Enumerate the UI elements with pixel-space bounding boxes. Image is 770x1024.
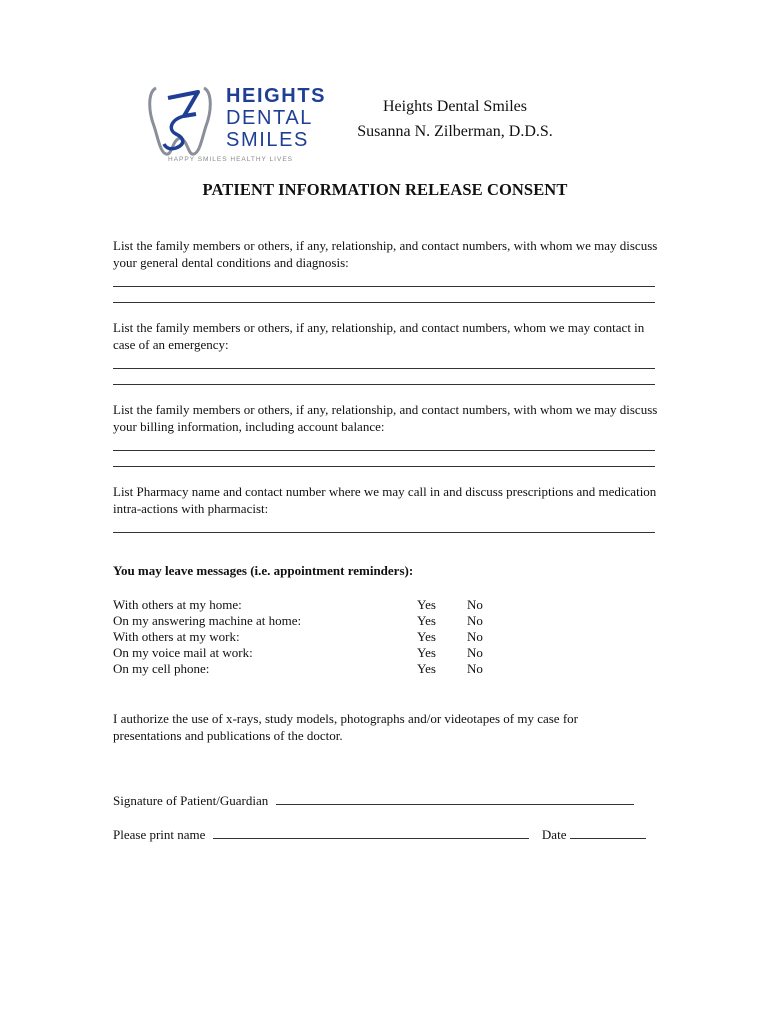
tooth-logo-icon <box>146 82 216 158</box>
doctor-name: Susanna N. Zilberman, D.D.S. <box>357 123 553 140</box>
print-name-row <box>113 826 646 843</box>
yes-option[interactable]: Yes <box>417 629 436 644</box>
date-field[interactable] <box>570 826 646 839</box>
message-option-row <box>113 629 513 645</box>
fill-in-line[interactable] <box>113 438 655 451</box>
no-option[interactable]: No <box>467 629 483 644</box>
message-option-row <box>113 661 513 677</box>
section-prompt: List Pharmacy name and contact number where we may call in and discuss prescriptions and medication intra-actions with pharmacist: <box>113 484 657 516</box>
logo-text-dental: DENTAL <box>226 107 314 129</box>
signature-row <box>113 792 634 809</box>
no-option[interactable]: No <box>467 613 483 628</box>
section-general-conditions <box>113 237 658 303</box>
practice-header <box>330 94 580 144</box>
no-option[interactable]: No <box>467 661 483 676</box>
section-prompt: List the family members or others, if any, relationship, and contact numbers, with whom we may discuss your billing information, including account balance: <box>113 402 658 434</box>
message-option-label: With others at my work: <box>113 629 240 644</box>
message-option-label: On my voice mail at work: <box>113 645 253 660</box>
yes-option[interactable]: Yes <box>417 661 436 676</box>
fill-in-line[interactable] <box>113 356 655 369</box>
message-option-label: With others at my home: <box>113 597 242 612</box>
fill-in-line[interactable] <box>113 372 655 385</box>
message-option-row <box>113 597 513 613</box>
section-pharmacy <box>113 483 658 533</box>
message-option-row <box>113 613 513 629</box>
fill-in-line[interactable] <box>113 290 655 303</box>
media-authorization-statement: I authorize the use of x-rays, study models, photographs and/or videotapes of my case for presentations and publications of the doctor. <box>113 711 578 743</box>
message-option-label: On my answering machine at home: <box>113 613 302 628</box>
fill-in-line[interactable] <box>113 274 655 287</box>
practice-name: Heights Dental Smiles <box>383 98 527 115</box>
yes-option[interactable]: Yes <box>417 597 436 612</box>
print-name-field[interactable] <box>213 826 529 839</box>
signature-field[interactable] <box>276 792 634 805</box>
logo-text-smiles: SMILES <box>226 129 309 151</box>
signature-label: Signature of Patient/Guardian <box>113 793 269 808</box>
messages-heading: You may leave messages (i.e. appointment reminders): <box>113 563 414 578</box>
yes-option[interactable]: Yes <box>417 613 436 628</box>
date-label: Date <box>541 827 567 842</box>
section-billing-information <box>113 401 658 467</box>
no-option[interactable]: No <box>467 597 483 612</box>
no-option[interactable]: No <box>467 645 483 660</box>
form-title: PATIENT INFORMATION RELEASE CONSENT <box>202 180 568 199</box>
yes-option[interactable]: Yes <box>417 645 436 660</box>
logo-text-heights: HEIGHTS <box>226 85 327 107</box>
message-option-label: On my cell phone: <box>113 661 210 676</box>
fill-in-line[interactable] <box>113 520 655 533</box>
message-option-row <box>113 645 513 661</box>
section-prompt: List the family members or others, if any, relationship, and contact numbers, with whom we may discuss your general dental conditions and diagnosis: <box>113 238 658 270</box>
fill-in-line[interactable] <box>113 454 655 467</box>
print-name-label: Please print name <box>113 827 206 842</box>
section-prompt: List the family members or others, if any, relationship, and contact numbers, whom we may contact in case of an emergency: <box>113 320 645 352</box>
practice-logo <box>146 82 326 166</box>
section-emergency-contacts <box>113 319 658 385</box>
logo-tagline: HAPPY SMILES HEALTHY LIVES <box>168 156 293 163</box>
